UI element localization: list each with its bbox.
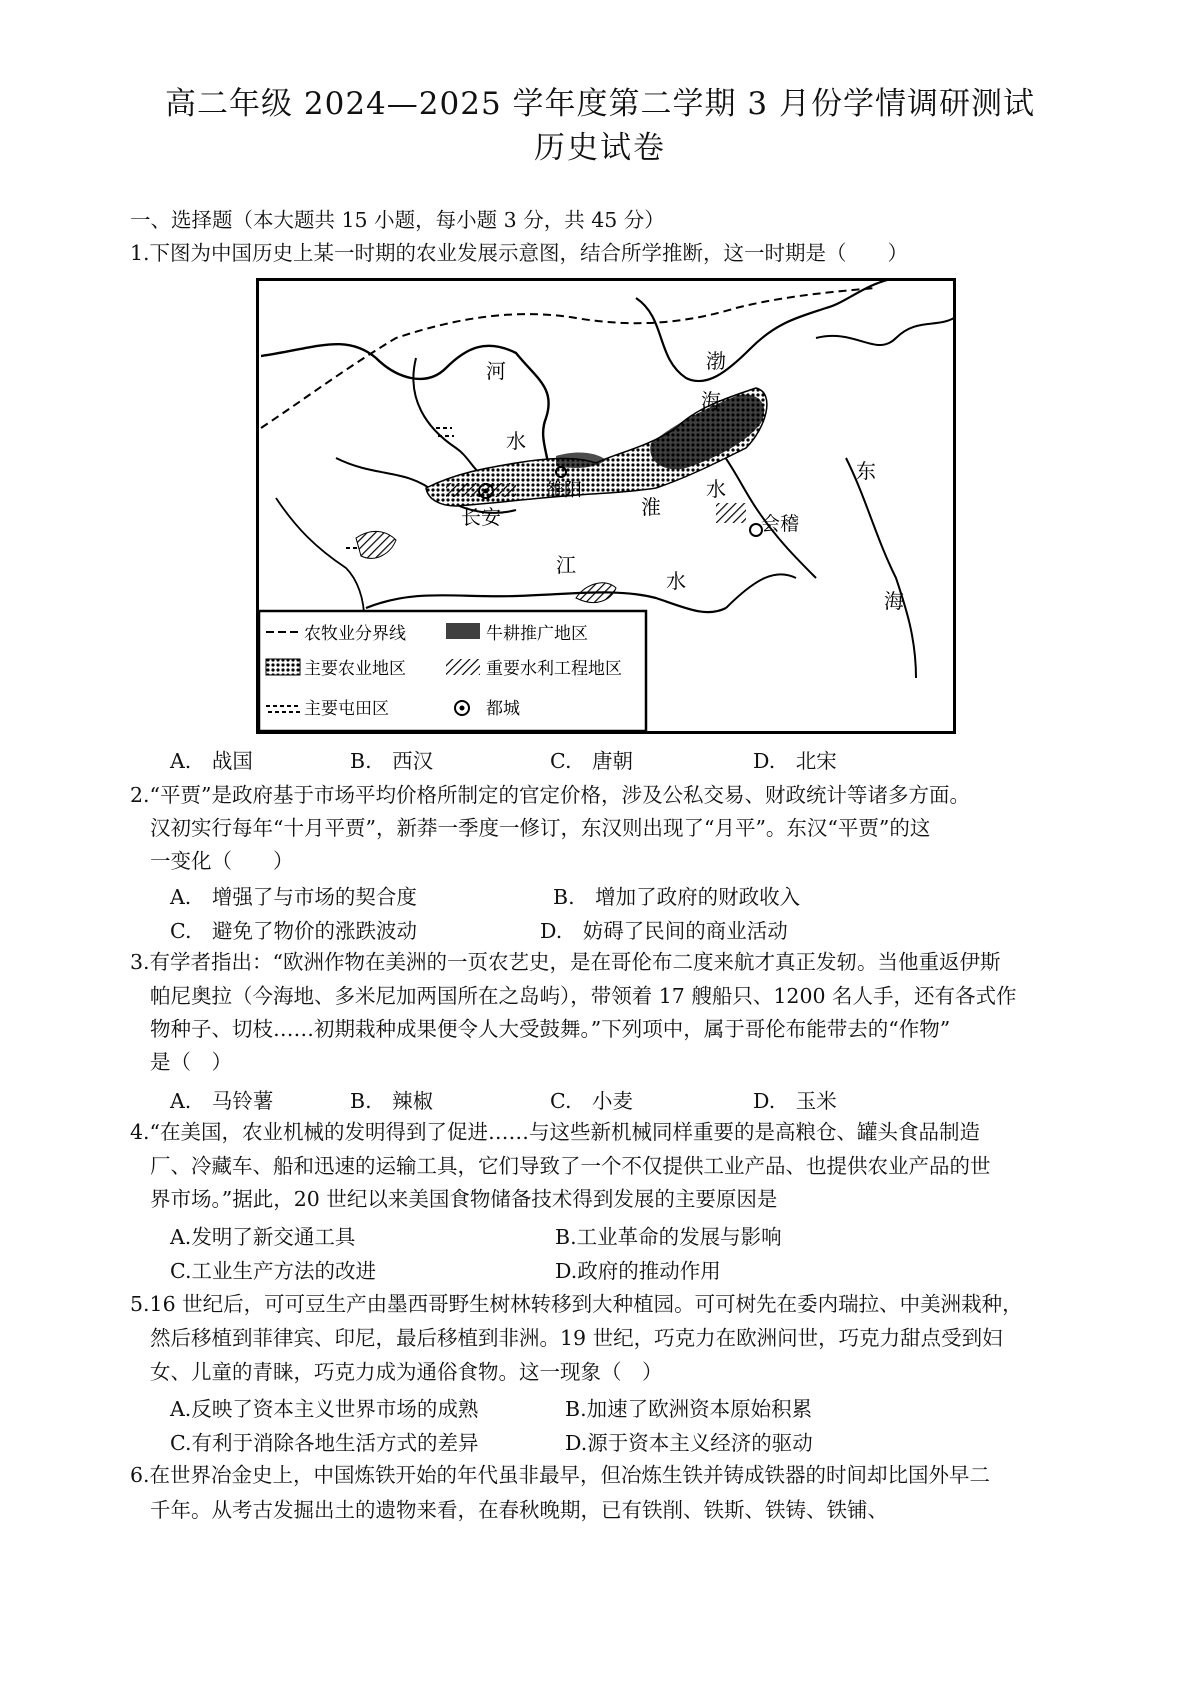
question-4-line-1: 4.“在美国，农业机械的发明得到了促进……与这些新机械同样重要的是高粮仓、罐头食品制造 [130,1120,981,1144]
q4-option-a: A.发明了新交通工具 [170,1225,356,1249]
agriculture-map [256,278,956,734]
question-6-line-1: 6.在世界冶金史上，中国炼铁开始的年代虽非最早，但冶炼生铁并铸成铁器的时间却比国外早二 [130,1463,991,1487]
legend-capital: 都城 [486,699,520,719]
q2-option-c: C. 避免了物价的涨跌波动 [170,919,417,943]
map-label-dong: 东 [856,459,876,483]
legend-irrigation: 重要水利工程地区 [486,659,622,679]
legend-boundary: 农牧业分界线 [304,624,406,644]
q2-option-a: A. 增强了与市场的契合度 [170,885,417,909]
map-label-he: 河 [486,359,506,383]
question-3-line-1: 3.有学者指出：“欧洲作物在美洲的一页农艺史，是在哥伦布二度来航才真正发轫。当他重返伊斯 [130,950,1001,974]
question-2-line-3: 一变化（ ） [150,849,294,873]
q5-option-a: A.反映了资本主义世界市场的成熟 [170,1397,479,1421]
question-3-line-2: 帕尼奥拉（今海地、多米尼加两国所在之岛屿），带领着 17 艘船只、1200 名人手，还有各式作 [150,984,1017,1008]
q5-option-c: C.有利于消除各地生活方式的差异 [170,1431,479,1455]
map-label-bo: 渤 [706,349,726,373]
exam-subtitle: 历史试卷 [534,130,666,166]
q1-option-b: B. 西汉 [350,749,434,773]
q2-option-d: D. 妨碍了民间的商业活动 [540,919,788,943]
map-label-changan: 长安 [461,505,501,529]
q5-option-d: D.源于资本主义经济的驱动 [565,1431,813,1455]
irrigation-region-huai [716,503,746,523]
legend-tuntian: 主要屯田区 [304,699,389,719]
legend-agri: 主要农业地区 [304,659,406,679]
question-1-stem: 1.下图为中国历史上某一时期的农业发展示意图，结合所学推断，这一时期是（ ） [130,241,909,265]
legend-plough: 牛耕推广地区 [486,624,588,644]
section-heading: 一、选择题（本大题共 15 小题，每小题 3 分，共 45 分） [130,208,665,232]
map-label-hai2: 海 [884,589,904,613]
question-2-line-1: 2.“平贾”是政府基于市场平均价格所制定的官定价格，涉及公私交易、财政统计等诸多方面。 [130,783,971,807]
q3-option-c: C. 小麦 [550,1089,633,1113]
map-legend [259,611,646,731]
map-label-jiang: 江 [556,553,576,577]
q3-option-b: B. 辣椒 [350,1089,434,1113]
exam-title: 高二年级 2024—2025 学年度第二学期 3 月份学情调研测试 [165,86,1035,122]
map-label-luoyang: 雒阳 [546,480,582,501]
question-4-line-3: 界市场。”据此，20 世纪以来美国食物储备技术得到发展的主要原因是 [150,1187,778,1211]
q3-option-a: A. 马铃薯 [170,1089,274,1113]
map-label-huai: 淮 [641,495,661,519]
question-5-line-1: 5.16 世纪后，可可豆生产由墨西哥野生树林转移到大种植园。可可树先在委内瑞拉、中美洲栽种， [130,1292,1023,1316]
q4-option-d: D.政府的推动作用 [555,1259,721,1283]
question-2-line-2: 汉初实行每年“十月平贾”，新莽一季度一修订，东汉则出现了“月平”。东汉“平贾”的这 [150,816,931,840]
question-5-line-2: 然后移植到菲律宾、印尼，最后移植到非洲。19 世纪，巧克力在欧洲问世，巧克力甜点受到妇 [150,1326,1003,1350]
question-3-line-4: 是（ ） [150,1050,232,1074]
q1-option-a: A. 战国 [170,749,253,773]
question-6-line-2: 千年。从考古发掘出土的遗物来看，在春秋晚期，已有铁削、铁斯、铁铸、铁铺、 [150,1498,888,1522]
q4-option-b: B.工业革命的发展与影响 [555,1225,782,1249]
q5-option-b: B.加速了欧洲资本原始积累 [565,1397,813,1421]
q2-option-b: B. 增加了政府的财政收入 [553,885,801,909]
q1-option-c: C. 唐朝 [550,749,633,773]
question-4-line-2: 厂、冷藏车、船和迅速的运输工具，它们导致了一个不仅提供工业产品、也提供农业产品的世 [150,1154,991,1178]
q1-option-d: D. 北宋 [753,749,837,773]
map-label-shui1: 水 [506,429,526,453]
question-3-line-3: 物种子、切枝……初期栽种成果便令人大受鼓舞。”下列项中，属于哥伦布能带去的“作物” [150,1017,951,1041]
map-label-kuaiji: 会稽 [761,513,800,535]
q3-option-d: D. 玉米 [753,1089,837,1113]
map-label-shui3: 水 [666,569,686,593]
map-label-shui2: 水 [706,477,726,501]
map-label-hai1: 海 [701,389,721,413]
question-5-line-3: 女、儿童的青睐，巧克力成为通俗食物。这一现象（ ） [150,1360,663,1384]
q4-option-c: C.工业生产方法的改进 [170,1259,376,1283]
